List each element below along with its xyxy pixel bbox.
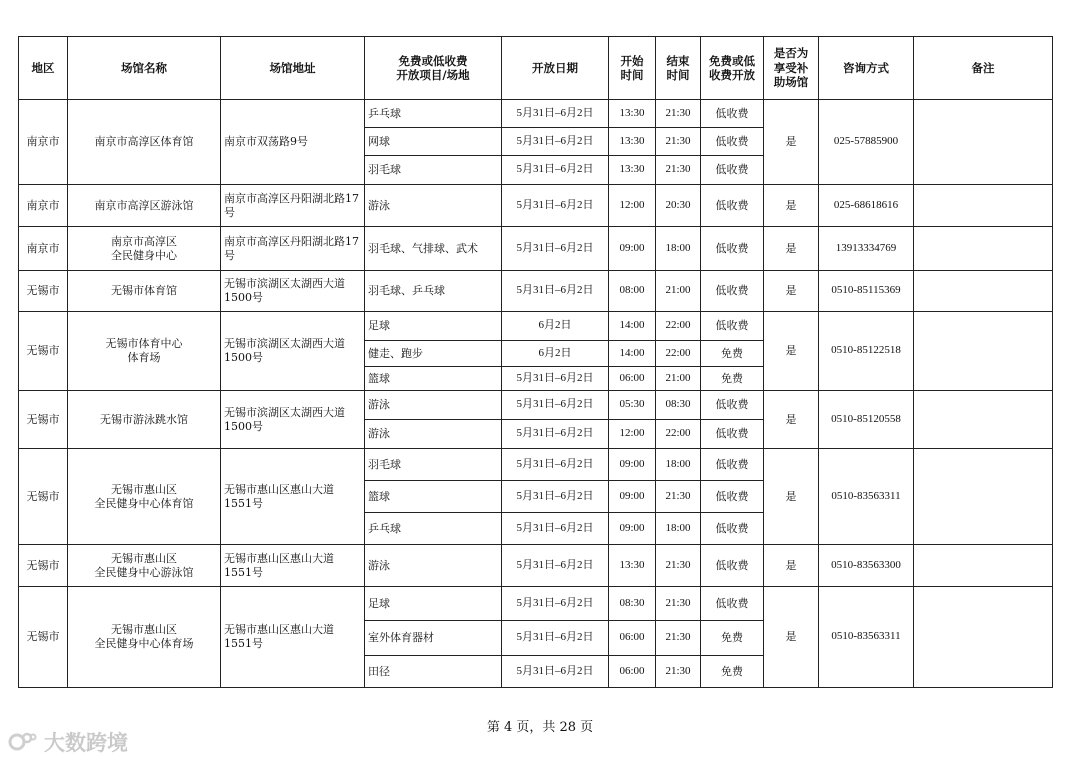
end-time-cell: 18:00 — [656, 227, 701, 271]
table-row — [19, 100, 1053, 128]
contact-cell: 0510-85120558 — [819, 391, 914, 449]
fee-type-cell: 低收费 — [701, 481, 764, 513]
venue-address-cell: 南京市高淳区丹阳湖北路17号 — [221, 227, 365, 271]
venue-address-cell: 无锡市滨湖区太湖西大道1500号 — [221, 312, 365, 391]
end-time-cell: 21:30 — [656, 100, 701, 128]
start-time-cell: 13:30 — [609, 545, 656, 587]
header-project: 免费或低收费 开放项目/场地 — [365, 37, 502, 100]
fee-type-cell: 低收费 — [701, 185, 764, 227]
region-cell: 无锡市 — [19, 449, 68, 545]
venue-address-cell: 南京市高淳区丹阳湖北路17号 — [221, 185, 365, 227]
contact-cell: 0510-83563311 — [819, 587, 914, 688]
header-contact: 咨询方式 — [819, 37, 914, 100]
end-time-cell: 21:00 — [656, 367, 701, 391]
region-cell: 无锡市 — [19, 545, 68, 587]
open-dates-cell: 5月31日–6月2日 — [502, 156, 609, 185]
venue-address-cell: 无锡市惠山区惠山大道1551号 — [221, 587, 365, 688]
open-dates-cell: 6月2日 — [502, 341, 609, 367]
open-dates-cell: 5月31日–6月2日 — [502, 621, 609, 656]
remark-cell — [914, 312, 1053, 391]
header-end-time: 结束 时间 — [656, 37, 701, 100]
fee-type-cell: 低收费 — [701, 227, 764, 271]
end-time-cell: 21:30 — [656, 156, 701, 185]
start-time-cell: 13:30 — [609, 100, 656, 128]
start-time-cell: 14:00 — [609, 312, 656, 341]
start-time-cell: 13:30 — [609, 156, 656, 185]
project-cell: 羽毛球 — [365, 449, 502, 481]
start-time-cell: 09:00 — [609, 481, 656, 513]
subsidy-cell: 是 — [764, 545, 819, 587]
header-row — [19, 37, 1053, 100]
start-time-cell: 06:00 — [609, 621, 656, 656]
project-cell: 网球 — [365, 128, 502, 156]
project-cell: 游泳 — [365, 420, 502, 449]
open-dates-cell: 5月31日–6月2日 — [502, 391, 609, 420]
subsidy-cell: 是 — [764, 391, 819, 449]
table-row — [19, 271, 1053, 312]
project-cell: 田径 — [365, 656, 502, 688]
remark-cell — [914, 100, 1053, 185]
end-time-cell: 21:30 — [656, 128, 701, 156]
remark-cell — [914, 587, 1053, 688]
open-dates-cell: 5月31日–6月2日 — [502, 227, 609, 271]
contact-cell: 025-57885900 — [819, 100, 914, 185]
subsidy-cell: 是 — [764, 227, 819, 271]
region-cell: 无锡市 — [19, 587, 68, 688]
contact-cell: 0510-85115369 — [819, 271, 914, 312]
region-cell: 南京市 — [19, 100, 68, 185]
region-cell: 南京市 — [19, 227, 68, 271]
contact-cell: 0510-85122518 — [819, 312, 914, 391]
venue-address-cell: 无锡市惠山区惠山大道1551号 — [221, 545, 365, 587]
header-venue: 场馆名称 — [68, 37, 221, 100]
start-time-cell: 09:00 — [609, 513, 656, 545]
venue-name-cell: 南京市高淳区体育馆 — [68, 100, 221, 185]
venue-name-cell: 无锡市惠山区 全民健身中心体育场 — [68, 587, 221, 688]
project-cell: 羽毛球 — [365, 156, 502, 185]
fee-type-cell: 低收费 — [701, 271, 764, 312]
table-row — [19, 185, 1053, 227]
page-footer: 第 4 页，共 28 页 — [486, 720, 594, 735]
fee-type-cell: 免费 — [701, 621, 764, 656]
watermark-text: 大数跨境 — [44, 731, 128, 755]
fee-type-cell: 低收费 — [701, 587, 764, 621]
table-row — [19, 449, 1053, 481]
subsidy-cell: 是 — [764, 100, 819, 185]
header-remark: 备注 — [914, 37, 1053, 100]
open-dates-cell: 5月31日–6月2日 — [502, 481, 609, 513]
remark-cell — [914, 271, 1053, 312]
subsidy-cell: 是 — [764, 587, 819, 688]
start-time-cell: 12:00 — [609, 420, 656, 449]
table-row — [19, 227, 1053, 271]
remark-cell — [914, 227, 1053, 271]
open-dates-cell: 5月31日–6月2日 — [502, 128, 609, 156]
contact-cell: 0510-83563311 — [819, 449, 914, 545]
open-dates-cell: 5月31日–6月2日 — [502, 587, 609, 621]
open-dates-cell: 5月31日–6月2日 — [502, 185, 609, 227]
end-time-cell: 18:00 — [656, 513, 701, 545]
fee-type-cell: 低收费 — [701, 513, 764, 545]
start-time-cell: 13:30 — [609, 128, 656, 156]
open-dates-cell: 5月31日–6月2日 — [502, 271, 609, 312]
end-time-cell: 20:30 — [656, 185, 701, 227]
region-cell: 无锡市 — [19, 391, 68, 449]
table-row — [19, 391, 1053, 420]
project-cell: 健走、跑步 — [365, 341, 502, 367]
start-time-cell: 12:00 — [609, 185, 656, 227]
end-time-cell: 21:30 — [656, 656, 701, 688]
venue-name-cell: 无锡市惠山区 全民健身中心体育馆 — [68, 449, 221, 545]
venue-name-cell: 无锡市惠山区 全民健身中心游泳馆 — [68, 545, 221, 587]
end-time-cell: 21:30 — [656, 621, 701, 656]
contact-cell: 025-68618616 — [819, 185, 914, 227]
remark-cell — [914, 391, 1053, 449]
open-dates-cell: 5月31日–6月2日 — [502, 367, 609, 391]
region-cell: 南京市 — [19, 185, 68, 227]
venue-name-cell: 南京市高淳区游泳馆 — [68, 185, 221, 227]
end-time-cell: 22:00 — [656, 312, 701, 341]
header-region: 地区 — [19, 37, 68, 100]
header-dates: 开放日期 — [502, 37, 609, 100]
venue-address-cell: 无锡市滨湖区太湖西大道1500号 — [221, 271, 365, 312]
venue-address-cell: 无锡市惠山区惠山大道1551号 — [221, 449, 365, 545]
venue-name-cell: 南京市高淳区 全民健身中心 — [68, 227, 221, 271]
region-cell: 无锡市 — [19, 271, 68, 312]
header-fee-type: 免费或低 收费开放 — [701, 37, 764, 100]
remark-cell — [914, 545, 1053, 587]
venue-table — [18, 36, 1053, 688]
venue-name-cell: 无锡市体育中心 体育场 — [68, 312, 221, 391]
venue-address-cell: 南京市双荡路9号 — [221, 100, 365, 185]
open-dates-cell: 5月31日–6月2日 — [502, 100, 609, 128]
fee-type-cell: 低收费 — [701, 449, 764, 481]
open-dates-cell: 5月31日–6月2日 — [502, 420, 609, 449]
project-cell: 篮球 — [365, 367, 502, 391]
end-time-cell: 22:00 — [656, 420, 701, 449]
region-cell: 无锡市 — [19, 312, 68, 391]
fee-type-cell: 低收费 — [701, 312, 764, 341]
contact-cell: 0510-83563300 — [819, 545, 914, 587]
remark-cell — [914, 185, 1053, 227]
header-address: 场馆地址 — [221, 37, 365, 100]
open-dates-cell: 5月31日–6月2日 — [502, 656, 609, 688]
watermark-logo-icon — [8, 729, 38, 755]
end-time-cell: 21:30 — [656, 545, 701, 587]
end-time-cell: 08:30 — [656, 391, 701, 420]
project-cell: 乒乓球 — [365, 513, 502, 545]
fee-type-cell: 低收费 — [701, 545, 764, 587]
end-time-cell: 21:30 — [656, 481, 701, 513]
project-cell: 羽毛球、气排球、武术 — [365, 227, 502, 271]
start-time-cell: 08:30 — [609, 587, 656, 621]
subsidy-cell: 是 — [764, 271, 819, 312]
open-dates-cell: 5月31日–6月2日 — [502, 545, 609, 587]
project-cell: 羽毛球、乒乓球 — [365, 271, 502, 312]
venue-address-cell: 无锡市滨湖区太湖西大道1500号 — [221, 391, 365, 449]
start-time-cell: 06:00 — [609, 656, 656, 688]
fee-type-cell: 低收费 — [701, 100, 764, 128]
subsidy-cell: 是 — [764, 312, 819, 391]
fee-type-cell: 低收费 — [701, 391, 764, 420]
end-time-cell: 21:00 — [656, 271, 701, 312]
open-dates-cell: 5月31日–6月2日 — [502, 449, 609, 481]
venue-name-cell: 无锡市游泳跳水馆 — [68, 391, 221, 449]
project-cell: 室外体育器材 — [365, 621, 502, 656]
watermark — [8, 727, 128, 757]
project-cell: 游泳 — [365, 391, 502, 420]
project-cell: 游泳 — [365, 545, 502, 587]
start-time-cell: 08:00 — [609, 271, 656, 312]
subsidy-cell: 是 — [764, 449, 819, 545]
start-time-cell: 05:30 — [609, 391, 656, 420]
venue-name-cell: 无锡市体育馆 — [68, 271, 221, 312]
fee-type-cell: 免费 — [701, 367, 764, 391]
fee-type-cell: 免费 — [701, 656, 764, 688]
open-dates-cell: 6月2日 — [502, 312, 609, 341]
fee-type-cell: 低收费 — [701, 420, 764, 449]
end-time-cell: 22:00 — [656, 341, 701, 367]
project-cell: 游泳 — [365, 185, 502, 227]
subsidy-cell: 是 — [764, 185, 819, 227]
header-subsidy: 是否为 享受补 助场馆 — [764, 37, 819, 100]
table-row — [19, 312, 1053, 341]
end-time-cell: 21:30 — [656, 587, 701, 621]
project-cell: 乒乓球 — [365, 100, 502, 128]
contact-cell: 13913334769 — [819, 227, 914, 271]
project-cell: 篮球 — [365, 481, 502, 513]
end-time-cell: 18:00 — [656, 449, 701, 481]
remark-cell — [914, 449, 1053, 545]
table-row — [19, 587, 1053, 621]
project-cell: 足球 — [365, 587, 502, 621]
header-start-time: 开始 时间 — [609, 37, 656, 100]
start-time-cell: 14:00 — [609, 341, 656, 367]
project-cell: 足球 — [365, 312, 502, 341]
start-time-cell: 09:00 — [609, 449, 656, 481]
start-time-cell: 09:00 — [609, 227, 656, 271]
open-dates-cell: 5月31日–6月2日 — [502, 513, 609, 545]
fee-type-cell: 低收费 — [701, 156, 764, 185]
start-time-cell: 06:00 — [609, 367, 656, 391]
fee-type-cell: 免费 — [701, 341, 764, 367]
fee-type-cell: 低收费 — [701, 128, 764, 156]
table-row — [19, 545, 1053, 587]
table-body — [19, 100, 1053, 688]
